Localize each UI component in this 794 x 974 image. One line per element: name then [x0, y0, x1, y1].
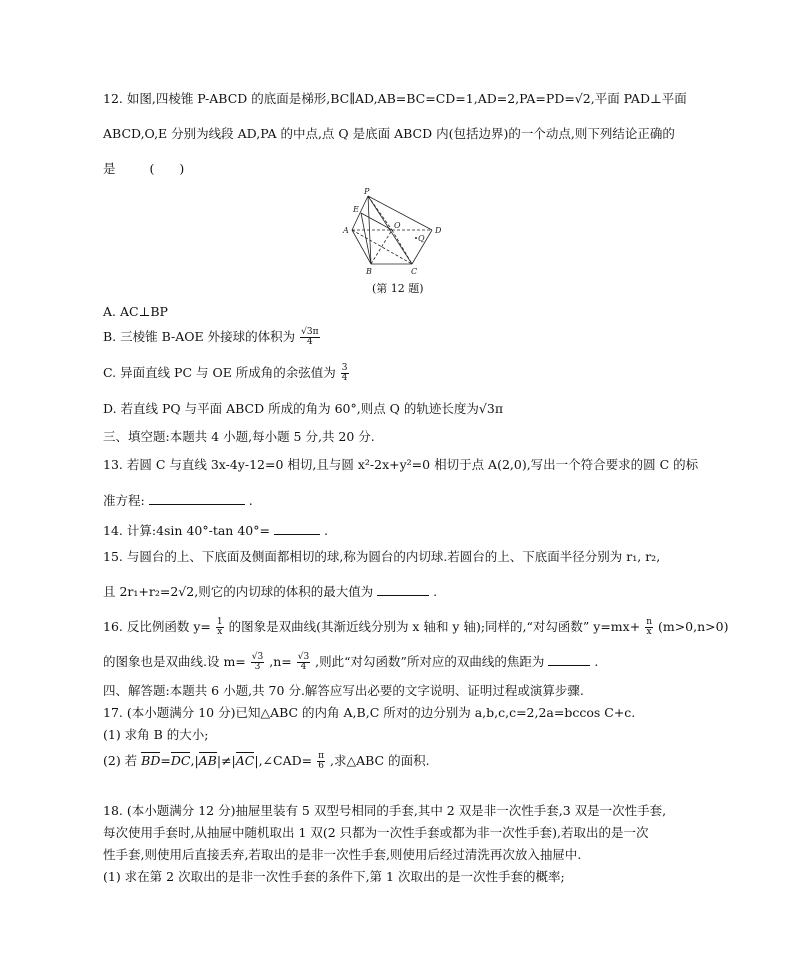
section4-heading: 四、解答题:本题共 6 小题,共 70 分.解答应写出必要的文字说明、证明过程或演算步骤.: [103, 683, 584, 698]
q16-line2-c: ,则此“对勾函数”所对应的双曲线的焦距为: [315, 654, 545, 669]
q18-line2: 每次使用手套时,从抽屉中随机取出 1 双(2 只都为一次性手套或都为非一次性手套),若取出的是一次: [103, 825, 649, 840]
q13-line2-end: .: [248, 493, 253, 508]
q13-line2: [103, 492, 253, 510]
label-p: P: [364, 188, 370, 196]
q12-line3: [103, 160, 184, 178]
q15-line2: [103, 583, 437, 601]
q12-option-b: [103, 328, 321, 347]
q16-line1-a: 16. 反比例函数 y=: [103, 619, 211, 634]
q16-answer-blank[interactable]: [548, 653, 590, 666]
section3-heading: 三、填空题:本题共 4 小题,每小题 5 分,共 20 分.: [103, 429, 375, 444]
q16-frac2-den: x: [646, 627, 652, 637]
q18-line3: 性手套,则使用后直接丢弃,若取出的是非一次性手套,则使用后经过清洗再次放入抽屉中.: [103, 847, 582, 862]
q16-n-num: √3: [297, 652, 310, 662]
q12-option-b-den: 4: [306, 337, 313, 347]
label-e: E: [353, 205, 359, 214]
q16-m-den: 3: [254, 662, 261, 672]
q17-part2-b: ,|: [190, 753, 199, 768]
q16-fraction-1x: [216, 618, 224, 637]
label-d: D: [435, 226, 442, 235]
q12-option-a: A. AC⊥BP: [103, 304, 168, 319]
pyramid-diagram: [338, 188, 458, 278]
q17-part2-c: |≠|: [216, 753, 236, 768]
q17-part2-d: |,∠CAD=: [254, 753, 313, 768]
q16-line1: [103, 618, 728, 637]
q13-line1: 13. 若圆 C 与直线 3x-4y-12=0 相切,且与圆 x²-2x+y²=0 相切于点 A(2,0),写出一个符合要求的圆 C 的标: [103, 457, 699, 472]
q16-fraction-nx: [645, 618, 653, 637]
q12-option-c-den: 4: [341, 373, 348, 383]
q12-line3-text: 是: [103, 161, 116, 176]
q15-line2-end: .: [433, 584, 438, 599]
q17-frac-num: π: [318, 751, 325, 761]
q16-line1-c: (m>0,n>0): [657, 619, 729, 634]
figure-caption: (第 12 题): [372, 282, 424, 295]
q16-frac1-num: 1: [216, 617, 223, 627]
q15-answer-blank[interactable]: [377, 583, 429, 596]
q12-option-c: [103, 364, 350, 383]
pyramid-figure: [338, 188, 458, 278]
q16-line2: [103, 653, 598, 672]
q14-end: .: [323, 523, 328, 538]
q16-line2-b: ,n=: [269, 654, 292, 669]
q16-m-num: √3: [251, 652, 264, 662]
q17-part1: (1) 求角 B 的大小;: [103, 727, 209, 742]
label-c: C: [411, 267, 418, 276]
q12-option-d: D. 若直线 PQ 与平面 ABCD 所成的角为 60°,则点 Q 的轨迹长度为√3π: [103, 401, 504, 416]
q17-part2: [103, 752, 430, 771]
q15-line2-text: 且 2r₁+r₂=2√2,则它的内切球的体积的最大值为: [103, 584, 374, 599]
q12-option-b-num: √3π: [301, 327, 319, 337]
q15-line1: 15. 与圆台的上、下底面及侧面都相切的球,称为圆台的内切球.若圆台的上、下底面半径分别为 r₁, r₂,: [103, 549, 661, 564]
label-a: A: [343, 226, 349, 235]
q17-part2-e: ,求△ABC 的面积.: [330, 753, 430, 768]
q12-line2: ABCD,O,E 分别为线段 AD,PA 的中点,点 Q 是底面 ABCD 内(包括边界)的一个动点,则下列结论正确的: [103, 126, 675, 141]
q16-line2-end: .: [594, 654, 599, 669]
q13-line2-text: 准方程:: [103, 493, 145, 508]
q12-option-c-text: C. 异面直线 PC 与 OE 所成角的余弦值为: [103, 365, 336, 380]
q14-line: [103, 522, 328, 540]
vector-ac: AC: [235, 753, 255, 768]
q12-option-c-fraction: [341, 364, 349, 383]
q16-fraction-m: [251, 653, 264, 672]
q14-answer-blank[interactable]: [274, 522, 320, 535]
q12-option-b-text: B. 三棱锥 B-AOE 外接球的体积为: [103, 329, 296, 344]
label-b: B: [366, 267, 372, 276]
q16-fraction-n: [297, 653, 310, 672]
label-o: O: [394, 221, 401, 230]
vector-ab: AB: [198, 753, 217, 768]
q17-part2-eq: =: [160, 753, 171, 768]
q12-line1: 12. 如图,四棱锥 P-ABCD 的底面是梯形,BC∥AD,AB=BC=CD=1,AD=2,PA=PD=√2,平面 PAD⊥平面: [103, 91, 687, 106]
q16-line1-b: 的图象是双曲线(其渐近线分别为 x 轴和 y 轴);同样的,“对勾函数” y=mx+: [228, 619, 641, 634]
q17-part2-a: (2) 若: [103, 753, 138, 768]
q16-line2-a: 的图象也是双曲线.设 m=: [103, 654, 246, 669]
q13-answer-blank[interactable]: [149, 492, 245, 505]
q12-option-b-fraction: [300, 328, 319, 347]
q17-fraction-pi6: [317, 752, 325, 771]
vector-dc: DC: [170, 753, 191, 768]
vector-bd: BD: [141, 753, 161, 768]
q12-answer-paren: ( ): [149, 161, 185, 176]
q17-line1: 17. (本小题满分 10 分)已知△ABC 的内角 A,B,C 所对的边分别为 a,b,c,c=2,2a=bccos C+c.: [103, 705, 636, 720]
q14-text: 14. 计算:4sin 40°-tan 40°=: [103, 523, 270, 538]
q18-line1: 18. (本小题满分 12 分)抽屉里装有 5 双型号相同的手套,其中 2 双是非一次性手套,3 双是一次性手套,: [103, 803, 667, 818]
label-q: Q: [418, 234, 425, 243]
q16-frac1-den: x: [217, 627, 223, 637]
q16-n-den: 4: [300, 662, 307, 672]
q12-option-c-num: 3: [341, 363, 348, 373]
q17-frac-den: 6: [318, 761, 324, 771]
q16-frac2-num: n: [646, 617, 652, 627]
q18-part1: (1) 求在第 2 次取出的是非一次性手套的条件下,第 1 次取出的是一次性手套的概率;: [103, 869, 565, 884]
